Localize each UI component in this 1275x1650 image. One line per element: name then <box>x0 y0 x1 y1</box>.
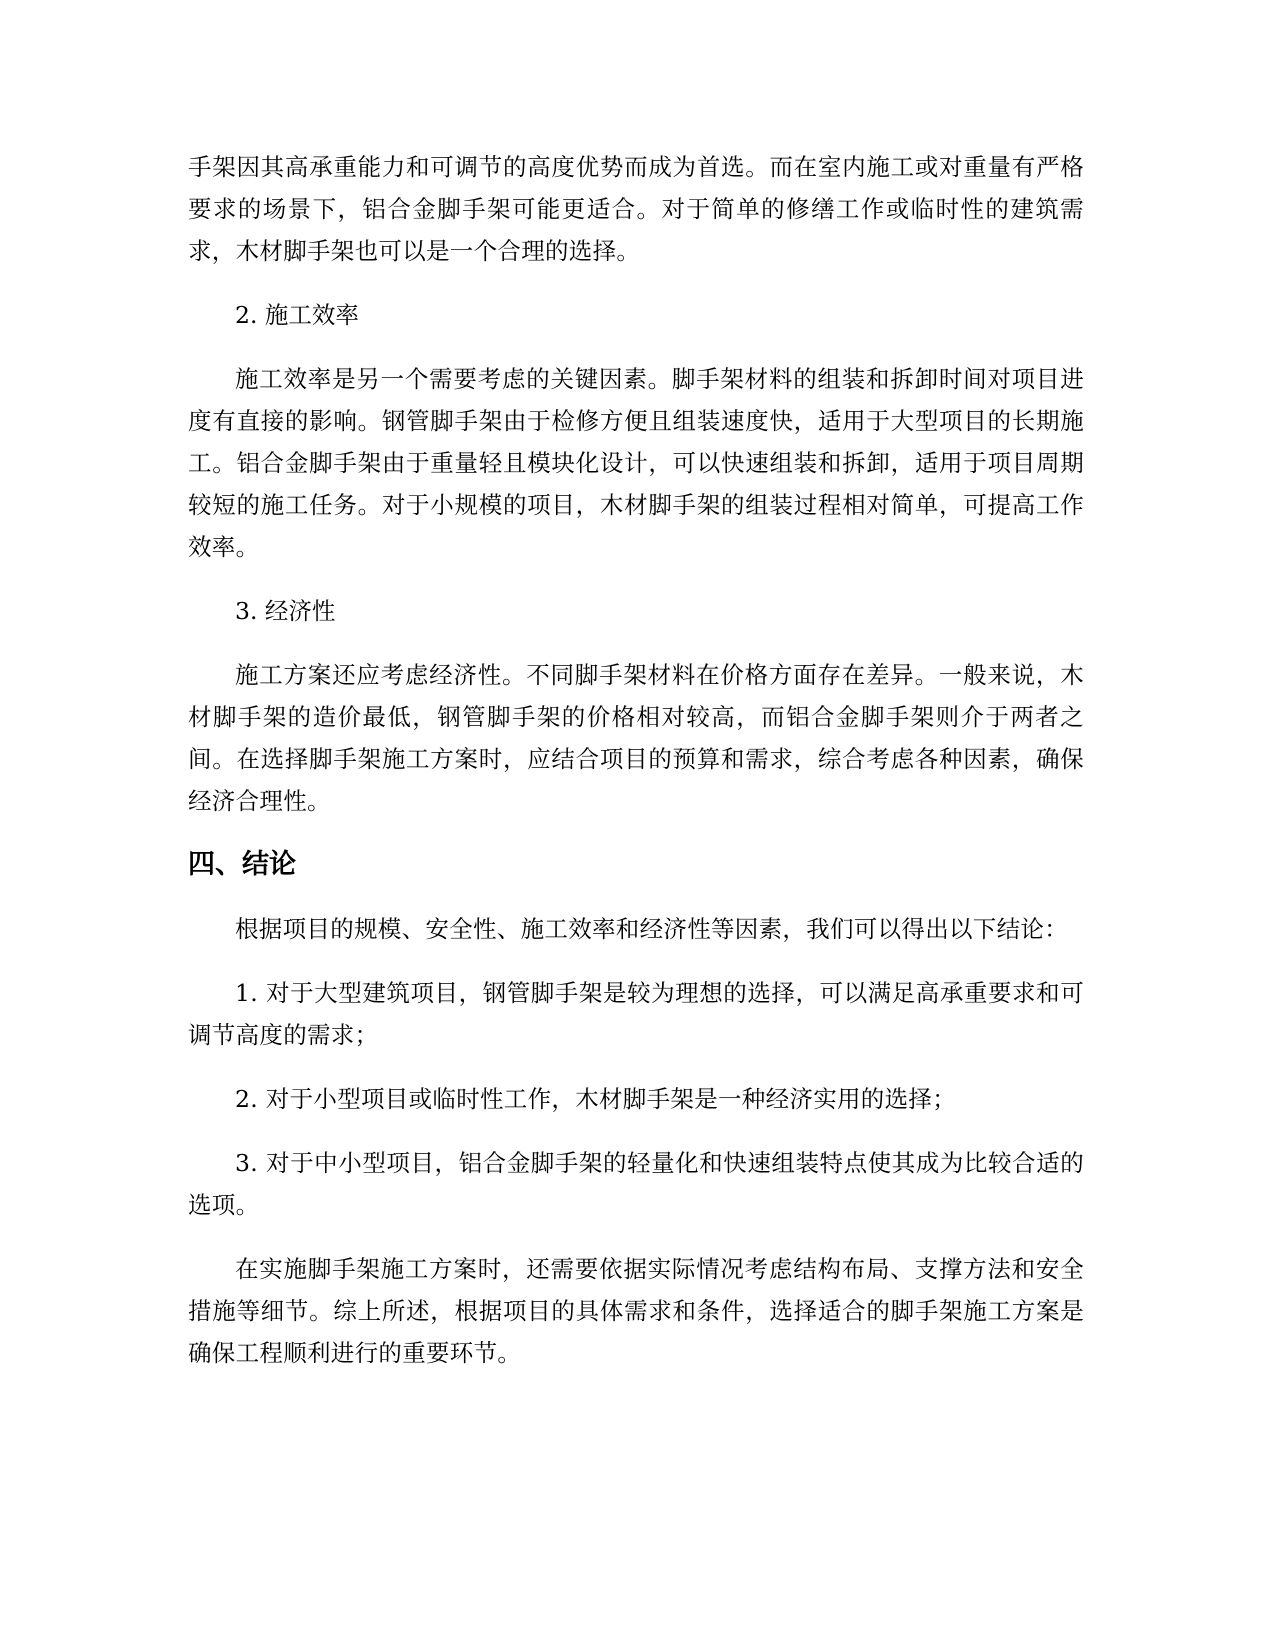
document-body <box>188 146 1084 1396</box>
paragraph-efficiency: 施工效率是另一个需要考虑的关键因素。脚手架材料的组装和拆卸时间对项目进度有直接的影响。钢管脚手架由于检修方便且组装速度快，适用于大型项目的长期施工。铝合金脚手架由于重量轻且模块化设计，可以快速组装和拆卸，适用于项目周期较短的施工任务。对于小规模的项目，木材脚手架的组装过程相对简单，可提高工作效率。 <box>188 365 1084 561</box>
paragraph-closing: 在实施脚手架施工方案时，还需要依据实际情况考虑结构布局、支撑方法和安全措施等细节。综上所述，根据项目的具体需求和条件，选择适合的脚手架施工方案是确保工程顺利进行的重要环节。 <box>188 1255 1084 1367</box>
subheading-economy: 3. 经济性 <box>235 597 336 625</box>
conclusion-item-1: 1. 对于大型建筑项目，钢管脚手架是较为理想的选择，可以满足高承重要求和可调节高度的需求； <box>188 979 1084 1049</box>
paragraph-conclusion-intro: 根据项目的规模、安全性、施工效率和经济性等因素，我们可以得出以下结论： <box>235 915 1068 943</box>
conclusion-item-2: 2. 对于小型项目或临时性工作，木材脚手架是一种经济实用的选择； <box>235 1085 956 1113</box>
paragraph-continued: 手架因其高承重能力和可调节的高度优势而成为首选。而在室内施工或对重量有严格要求的场景下，铝合金脚手架可能更适合。对于简单的修缮工作或临时性的建筑需求，木材脚手架也可以是一个合理的选择。 <box>188 153 1084 265</box>
paragraph-economy: 施工方案还应考虑经济性。不同脚手架材料在价格方面存在差异。一般来说，木材脚手架的造价最低，钢管脚手架的价格相对较高，而铝合金脚手架则介于两者之间。在选择脚手架施工方案时，应结合项目的预算和需求，综合考虑各种因素，确保经济合理性。 <box>188 661 1084 815</box>
subheading-efficiency: 2. 施工效率 <box>235 301 359 329</box>
conclusion-item-3: 3. 对于中小型项目，铝合金脚手架的轻量化和快速组装特点使其成为比较合适的选项。 <box>188 1149 1084 1219</box>
section-heading-conclusion: 四、结论 <box>188 849 296 880</box>
